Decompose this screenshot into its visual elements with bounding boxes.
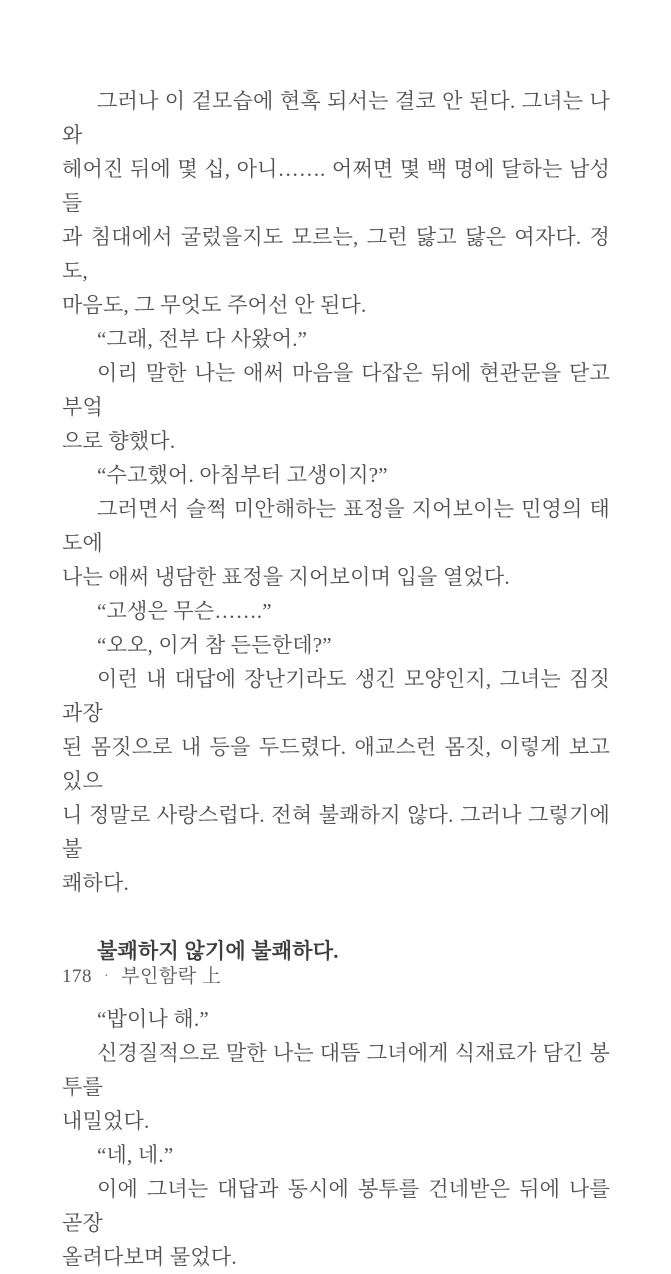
text-line: 이런 내 대답에 장난기라도 생긴 모양인지, 그녀는 짐짓 과장 [62,667,610,725]
body-text [62,84,610,1274]
page-footer [62,964,221,990]
footer-bullet: · [104,969,110,984]
text-line: “네, 네.” [97,1143,174,1167]
text-line: 이에 그녀는 대답과 동시에 봉투를 건네받은 뒤에 나를 곧장 [62,1177,610,1235]
text-line: 과 침대에서 굴렀을지도 모르는, 그런 닳고 닳은 여자다. 정도, [62,225,610,283]
text-line: 신경질적으로 말한 나는 대뜸 그녀에게 식재료가 담긴 봉투를 [62,1041,610,1099]
text-line: 된 몸짓으로 내 등을 두드렸다. 애교스런 몸짓, 이렇게 보고 있으 [62,735,610,793]
text-line: 니 정말로 사랑스럽다. 전혀 불쾌하지 않다. 그러나 그렇기에 불 [62,803,610,861]
emphasis-line: 불쾌하지 않기에 불쾌하다. [97,939,339,963]
text-line: “밥이나 해.” [97,1007,209,1031]
text-line: 그러면서 슬쩍 미안해하는 표정을 지어보이는 민영의 태도에 [62,497,610,555]
text-line: “오오, 이거 참 든든한데?” [97,633,332,657]
book-title: 부인함락 上 [121,966,222,987]
text-line: “수고했어. 아침부터 고생이지?” [97,463,388,487]
text-line: 그러나 이 겉모습에 현혹 되서는 결코 안 된다. 그녀는 나와 [62,89,610,147]
text-line: “그래, 전부 다 사왔어.” [97,327,308,351]
page-number: 178 [62,966,92,987]
text-line: 나는 애써 냉담한 표정을 지어보이며 입을 열었다. [62,565,510,589]
text-line: 헤어진 뒤에 몇 십, 아니……. 어쩌면 몇 백 명에 달하는 남성들 [62,157,610,215]
text-line: 으로 향했다. [62,429,176,453]
text-line: 내밀었다. [62,1109,150,1133]
text-line: 쾌하다. [62,871,129,895]
text-line: “고생은 무슨…….” [97,599,272,623]
text-line: 올려다보며 물었다. [62,1245,237,1269]
text-line: 마음도, 그 무엇도 주어선 안 된다. [62,293,367,317]
text-line: 이리 말한 나는 애써 마음을 다잡은 뒤에 현관문을 닫고 부엌 [62,361,610,419]
